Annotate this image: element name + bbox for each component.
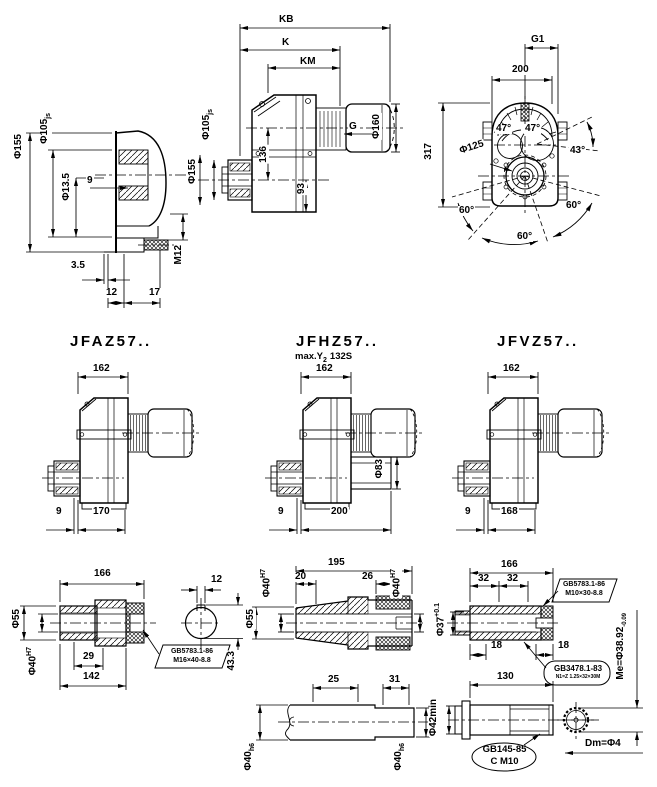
angle-60-bottom: 60° (517, 231, 533, 242)
dim-9-faz: 9 (56, 506, 62, 517)
dim-ball-diameter: Dm=Φ4 (585, 738, 621, 749)
dim-130: 130 (497, 671, 514, 682)
dim-9-fvz: 9 (465, 506, 471, 517)
me-value: Me=Φ38.92 (615, 626, 626, 680)
dim-18-left: 18 (491, 640, 503, 651)
dim-phi37 (434, 602, 446, 637)
dim-phi40h7-right (390, 568, 402, 598)
dim-200-fhz: 200 (331, 506, 348, 517)
dim-9-fhz: 9 (278, 506, 284, 517)
callout-bolt-m16 (157, 648, 227, 666)
angle-47-left: 47° (496, 123, 512, 134)
bolt-standard-m10: GB5783.1-86 (562, 581, 606, 588)
dim-m12-thread: M12 (173, 245, 184, 265)
me-tolerance: -0.09 (622, 613, 628, 627)
dim-phi83: Φ83 (374, 459, 385, 479)
dim-32-right: 32 (507, 573, 519, 584)
dim-phi105-side (202, 108, 214, 141)
dim-depth-9: 9 (87, 175, 93, 186)
variant-title-jfhz57: JFHZ57.. (296, 333, 379, 350)
dim-3-5: 3.5 (71, 260, 85, 271)
dim-162-faz: 162 (93, 363, 110, 374)
dim-measure-over-balls (616, 612, 628, 681)
dim-25: 25 (328, 674, 340, 685)
dim-12: 12 (106, 287, 118, 298)
spline-spec: N1=Z 1.25×32×30M (555, 674, 601, 680)
view-flange-section (26, 131, 188, 308)
dim-166-shrink: 166 (501, 559, 518, 570)
dim-phi105-tolerance: js (45, 113, 52, 119)
variant-title-jfvz57: JFVZ57.. (497, 333, 579, 350)
dim-43-3: 43.3 (226, 651, 237, 671)
variant-title-jfaz57: JFAZ57.. (70, 333, 152, 350)
dim-phi40h7-left (260, 568, 272, 598)
phi40h-right-tolerance: h6 (399, 743, 406, 752)
phi40-right-tolerance: H7 (390, 569, 397, 578)
dim-phi105-value: Φ105 (39, 118, 50, 144)
dim-phi55-solid: Φ55 (245, 609, 256, 629)
phi40h-left-tolerance: h6 (249, 743, 256, 752)
dim-phi13-5: Φ13.5 (61, 173, 72, 201)
phi40-left-tolerance: H7 (260, 569, 267, 578)
dim-phi155-side: Φ155 (187, 159, 198, 184)
phi40h-right-value: Φ40 (393, 751, 404, 771)
dim-g: G (349, 121, 357, 132)
angle-43: 43° (570, 145, 586, 156)
dim-phi125: Φ125 (458, 138, 486, 157)
dim-26: 26 (362, 571, 374, 582)
dim-195: 195 (328, 557, 345, 568)
view-variant-fvz (452, 372, 612, 534)
dim-166-hollow: 166 (94, 568, 111, 579)
motor-note-sub: 2 (323, 356, 327, 364)
center-hole-size: C M10 (490, 755, 519, 767)
dim-200: 200 (512, 64, 529, 75)
dim-162-fvz: 162 (503, 363, 520, 374)
dim-20: 20 (295, 571, 307, 582)
dim-17: 17 (149, 287, 161, 298)
dim-kb: KB (279, 14, 294, 25)
dim-phi42min: Φ42min (428, 699, 439, 737)
dim-phi40h7-hollow (26, 646, 38, 676)
spline-standard: GB3478.1-83 (553, 664, 603, 673)
center-hole-standard: GB145-85 (482, 744, 527, 755)
phi40-tolerance: H7 (26, 647, 33, 656)
phi40-right-value: Φ40 (391, 577, 403, 598)
motor-note-base: max.Y (295, 351, 323, 362)
callout-bolt-m10 (554, 581, 614, 599)
dim-18-right: 18 (558, 640, 570, 651)
dim-phi40h6-left (244, 742, 256, 772)
dim-phi55-hollow: Φ55 (11, 609, 22, 629)
dim-k: K (282, 37, 290, 48)
phi40-left-value: Φ40 (261, 577, 273, 598)
dim-km: KM (300, 56, 316, 67)
dim-162-fhz: 162 (316, 363, 333, 374)
view-variant-faz (42, 372, 202, 534)
dim-phi105 (40, 112, 52, 145)
dim-168-fvz: 168 (501, 506, 518, 517)
dim-32-left: 32 (478, 573, 490, 584)
dim-phi105-side-value: Φ105 (201, 114, 212, 140)
phi40h-left-value: Φ40 (243, 751, 254, 771)
dim-phi155: Φ155 (13, 134, 24, 159)
dim-keyway-12: 12 (211, 574, 223, 585)
dim-142: 142 (83, 671, 100, 682)
dim-phi40h6-right (394, 742, 406, 772)
motor-note-frame: 132S (329, 351, 353, 362)
callout-center-hole (474, 744, 535, 768)
dim-317: 317 (423, 143, 434, 160)
bolt-size-m10: M10×30-8.8 (565, 589, 603, 597)
bolt-size: M16×40-8.8 (173, 656, 211, 664)
dim-phi105-side-tolerance: js (207, 109, 214, 115)
callout-spline (547, 664, 609, 680)
dim-93: 93 (296, 183, 307, 195)
angle-60-left: 60° (459, 205, 475, 216)
phi37-value: Φ37 (435, 616, 447, 637)
dim-31: 31 (389, 674, 401, 685)
bolt-standard: GB5783.1-86 (170, 648, 214, 655)
angle-47-right: 47° (525, 123, 541, 134)
angle-60-right: 60° (566, 200, 582, 211)
dim-phi160: Φ160 (371, 114, 382, 139)
phi37-tolerance: +0.1 (434, 603, 441, 617)
detail-hollow-shaft (20, 580, 243, 690)
detail-solid-shaft (252, 566, 430, 740)
dim-29: 29 (83, 651, 95, 662)
dim-g1: G1 (531, 34, 545, 45)
phi40-value: Φ40 (27, 655, 39, 676)
dim-170-faz: 170 (93, 506, 110, 517)
dim-136: 136 (258, 146, 269, 163)
